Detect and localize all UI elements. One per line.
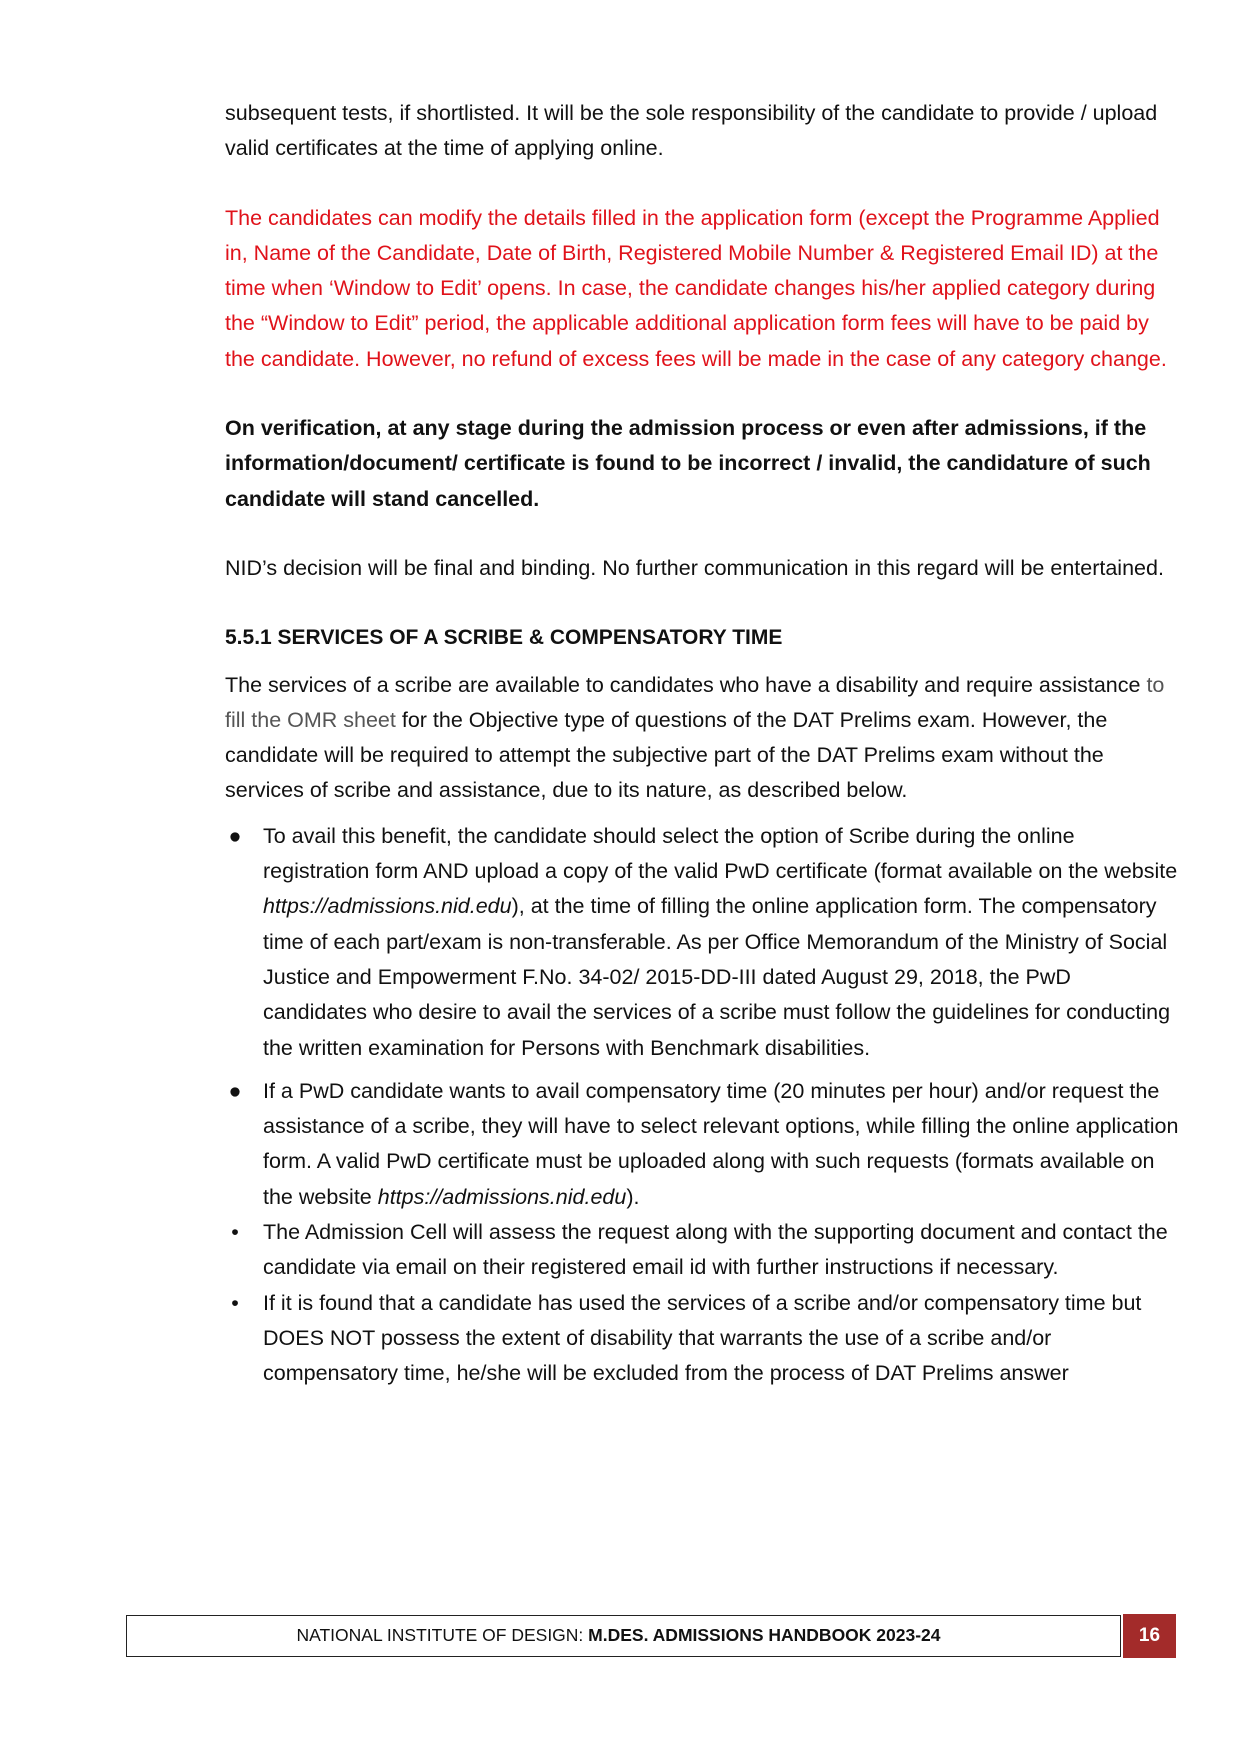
list-item <box>225 819 1180 1066</box>
website-link[interactable]: https://admissions.nid.edu <box>263 894 512 919</box>
footer-title <box>296 1625 940 1645</box>
list-item-text: ). <box>626 1184 640 1209</box>
bullet-list <box>225 819 1180 1392</box>
list-item <box>225 1074 1180 1215</box>
paragraph-verification-warning: On verification, at any stage during the admission process or even after admissions, if the information/document/ certificate is found to be incorrect / invalid, the candidature of such candidate will stand cancelled. <box>225 416 1151 511</box>
list-item-text: The Admission Cell will assess the request along with the supporting document and contact the candidate via email on their registered email id with further instructions if necessary. <box>263 1220 1168 1280</box>
page-content <box>225 96 1180 1392</box>
bullet-dot-icon: • <box>231 1290 239 1315</box>
page-number-badge: 16 <box>1123 1614 1176 1658</box>
list-item-text: If a PwD candidate wants to avail compensatory time (20 minutes per hour) and/or request the assistance of a scribe, they will have to select relevant options, while filling the online application form. A valid PwD certificate must be uploaded along with such requests (formats available on the website <box>263 1078 1179 1209</box>
intro-text-start: The services of a scribe are available to candidates who have a disability and require assistance <box>225 672 1147 697</box>
list-item <box>225 1215 1180 1286</box>
footer-title-box <box>126 1615 1121 1657</box>
spacer <box>225 656 1180 668</box>
spacer <box>225 377 1180 411</box>
section-intro <box>225 668 1180 809</box>
footer-handbook: M.DES. ADMISSIONS HANDBOOK 2023-24 <box>588 1625 941 1645</box>
bullet-dot-icon: ● <box>228 823 242 848</box>
footer-institute: NATIONAL INSTITUTE OF DESIGN: <box>296 1625 589 1645</box>
spacer <box>225 517 1180 551</box>
bullet-dot-icon: • <box>231 1220 239 1245</box>
paragraph-window-to-edit: The candidates can modify the details filled in the application form (except the Programme Applied in, Name of the Candidate, Date of Birth, Registered Mobile Number & Registered Email ID) at the time when ‘Window to Edit’ opens. In case, the candidate changes his/her applied category during the “Window to Edit” period, the applicable additional application form fees will have to be paid by the candidate. However, no refund of excess fees will be made in the case of any category change. <box>225 205 1167 371</box>
list-item <box>225 1286 1180 1392</box>
spacer <box>225 586 1180 620</box>
paragraph-nid-decision: NID’s decision will be final and binding. No further communication in this regard will be entertained. <box>225 555 1164 580</box>
intro-omr-text: to fill the OMR sheet <box>225 672 1165 732</box>
intro-text-end: for the Objective type of questions of the DAT Prelims exam. However, the candidate will be required to attempt the subjective part of the DAT Prelims exam without the services of scribe and assistance, due to its nature, as described below. <box>225 707 1108 803</box>
spacer <box>225 809 1180 819</box>
list-item-text: If it is found that a candidate has used the services of a scribe and/or compensatory time but DOES NOT possess the extent of disability that warrants the use of a scribe and/or compensatory time, he/she will be excluded from the process of DAT Prelims answer <box>263 1290 1142 1386</box>
section-heading: 5.5.1 SERVICES OF A SCRIBE & COMPENSATORY TIME <box>225 626 783 650</box>
bullet-dot-icon: ● <box>228 1078 242 1103</box>
website-link[interactable]: https://admissions.nid.edu <box>377 1184 627 1209</box>
spacer <box>225 167 1180 201</box>
list-item-text: ), at the time of filling the online application form. The compensatory time of each part/exam is non-transferable. As per Office Memorandum of the Ministry of Social Justice and Empowerment F.No. 34-02/ 2015-DD-III dated August 29, 2018, the PwD candidates who desire to avail the services of a scribe must follow the guidelines for conducting the written examination for Persons with Benchmark disabilities. <box>263 894 1171 1060</box>
paragraph-certificates: subsequent tests, if shortlisted. It will be the sole responsibility of the candidate to provide / upload valid certificates at the time of applying online. <box>225 101 1158 161</box>
list-item-text: To avail this benefit, the candidate should select the option of Scribe during the online registration form AND upload a copy of the valid PwD certificate (format available on the website <box>263 823 1178 884</box>
